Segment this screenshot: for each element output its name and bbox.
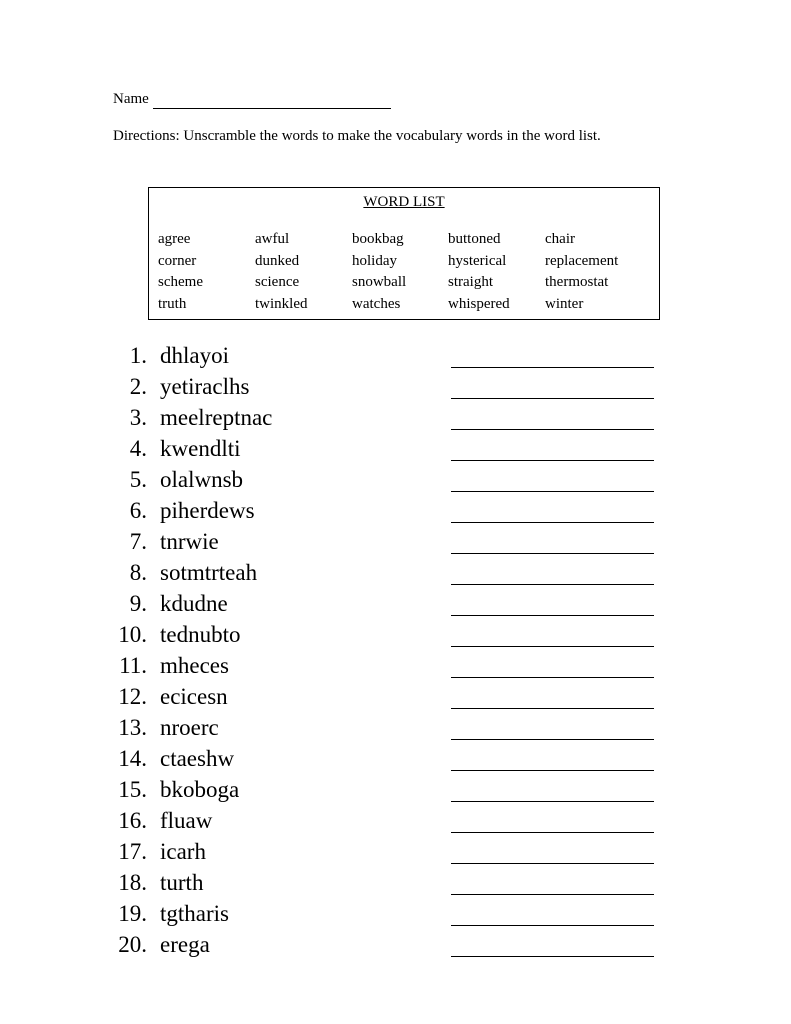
problem-number: 18. — [118, 870, 147, 895]
answer-blank-line[interactable] — [451, 894, 654, 895]
scrambled-word: bkoboga — [160, 777, 240, 802]
word-list-title-text: WORD LIST — [363, 194, 445, 210]
scrambled-word: ecicesn — [160, 684, 228, 709]
answer-blank-line[interactable] — [451, 398, 654, 399]
word-list-item: whispered — [448, 296, 510, 313]
problem-number: 12. — [118, 684, 147, 709]
problem-row — [0, 712, 791, 743]
scrambled-word: tgtharis — [160, 901, 229, 926]
problem-number: 11. — [119, 653, 147, 678]
scrambled-word: nroerc — [160, 715, 219, 740]
problem-number: 16. — [118, 808, 147, 833]
answer-blank-line[interactable] — [451, 708, 654, 709]
problem-row — [0, 526, 791, 557]
problem-row — [0, 743, 791, 774]
problem-row — [0, 371, 791, 402]
answer-blank-line[interactable] — [451, 739, 654, 740]
word-list-item: buttoned — [448, 231, 501, 247]
problem-number: 7. — [129, 529, 147, 554]
problem-row — [0, 681, 791, 712]
scrambled-word: sotmtrteah — [160, 560, 258, 585]
word-list-title — [149, 194, 659, 211]
problem-number: 19. — [118, 901, 147, 926]
word-list-item: holiday — [352, 252, 397, 269]
word-list-item: truth — [158, 296, 187, 313]
word-list-item: chair — [545, 231, 575, 247]
problem-number: 2. — [129, 374, 147, 399]
problem-number: 15. — [118, 777, 147, 802]
answer-blank-line[interactable] — [451, 925, 654, 926]
answer-blank-line[interactable] — [451, 832, 654, 833]
scrambled-word: icarh — [160, 839, 206, 864]
word-list-item: snowball — [352, 274, 407, 291]
answer-blank-line[interactable] — [451, 863, 654, 864]
word-list-item: straight — [448, 274, 493, 291]
problem-number: 14. — [118, 746, 147, 771]
problem-row — [0, 619, 791, 650]
word-list-item: corner — [158, 252, 197, 269]
word-list-item: hysterical — [448, 252, 507, 269]
problem-number: 13. — [118, 715, 147, 740]
problem-number: 5. — [129, 467, 147, 492]
problem-number: 20. — [118, 932, 147, 957]
scrambled-word: olalwnsb — [160, 467, 244, 492]
problem-number: 17. — [118, 839, 147, 864]
name-blank-line[interactable] — [153, 93, 391, 109]
word-list-item: dunked — [255, 252, 300, 269]
answer-blank-line[interactable] — [451, 429, 654, 430]
problem-number: 4. — [129, 436, 147, 461]
word-list-item: science — [255, 274, 300, 291]
problem-row — [0, 929, 791, 960]
problem-number: 6. — [129, 498, 147, 523]
problem-row — [0, 340, 791, 371]
scrambled-word: tnrwie — [160, 529, 219, 554]
scrambled-word: kwendlti — [160, 436, 241, 461]
answer-blank-line[interactable] — [451, 460, 654, 461]
answer-blank-line[interactable] — [451, 553, 654, 554]
scrambled-word: dhlayoi — [160, 343, 229, 368]
answer-blank-line[interactable] — [451, 522, 654, 523]
problem-number: 3. — [129, 405, 147, 430]
problem-row — [0, 433, 791, 464]
scrambled-word: erega — [160, 932, 210, 957]
problem-row — [0, 774, 791, 805]
name-field — [113, 89, 391, 109]
scrambled-word: kdudne — [160, 591, 228, 616]
word-list-item: awful — [255, 231, 290, 247]
directions-text: Directions: Unscramble the words to make the vocabulary words in the word list. — [113, 128, 601, 144]
scrambled-word: tednubto — [160, 622, 241, 647]
problem-row — [0, 402, 791, 433]
answer-blank-line[interactable] — [451, 770, 654, 771]
problem-number: 10. — [118, 622, 147, 647]
problem-row — [0, 867, 791, 898]
scrambled-word: ctaeshw — [160, 746, 235, 771]
problem-row — [0, 836, 791, 867]
scrambled-word: fluaw — [160, 808, 213, 833]
scrambled-word: meelreptnac — [160, 405, 273, 430]
answer-blank-line[interactable] — [451, 677, 654, 678]
answer-blank-line[interactable] — [451, 801, 654, 802]
word-list-item: scheme — [158, 274, 203, 291]
word-list-grid — [158, 229, 655, 316]
word-list-item: bookbag — [352, 231, 404, 247]
answer-blank-line[interactable] — [451, 956, 654, 957]
word-list-item: watches — [352, 296, 401, 313]
problem-number: 9. — [129, 591, 147, 616]
scrambled-word: yetiraclhs — [160, 374, 250, 399]
answer-blank-line[interactable] — [451, 491, 654, 492]
problem-number: 8. — [129, 560, 147, 585]
problem-row — [0, 464, 791, 495]
word-list-item: twinkled — [255, 296, 308, 313]
problem-row — [0, 898, 791, 929]
answer-blank-line[interactable] — [451, 367, 654, 368]
problem-row — [0, 588, 791, 619]
answer-blank-line[interactable] — [451, 584, 654, 585]
problem-row — [0, 650, 791, 681]
problem-row — [0, 805, 791, 836]
name-label: Name — [113, 91, 149, 107]
word-list-item: agree — [158, 231, 191, 247]
problem-list — [0, 340, 791, 960]
scrambled-word: turth — [160, 870, 204, 895]
problem-row — [0, 557, 791, 588]
scrambled-word: mheces — [160, 653, 229, 678]
word-list-box — [148, 187, 660, 320]
scrambled-word: piherdews — [160, 498, 255, 523]
answer-blank-line[interactable] — [451, 646, 654, 647]
word-list-item: winter — [545, 296, 584, 313]
answer-blank-line[interactable] — [451, 615, 654, 616]
word-list-item: replacement — [545, 252, 619, 269]
word-list-item: thermostat — [545, 274, 609, 291]
problem-number: 1. — [129, 343, 147, 368]
problem-row — [0, 495, 791, 526]
